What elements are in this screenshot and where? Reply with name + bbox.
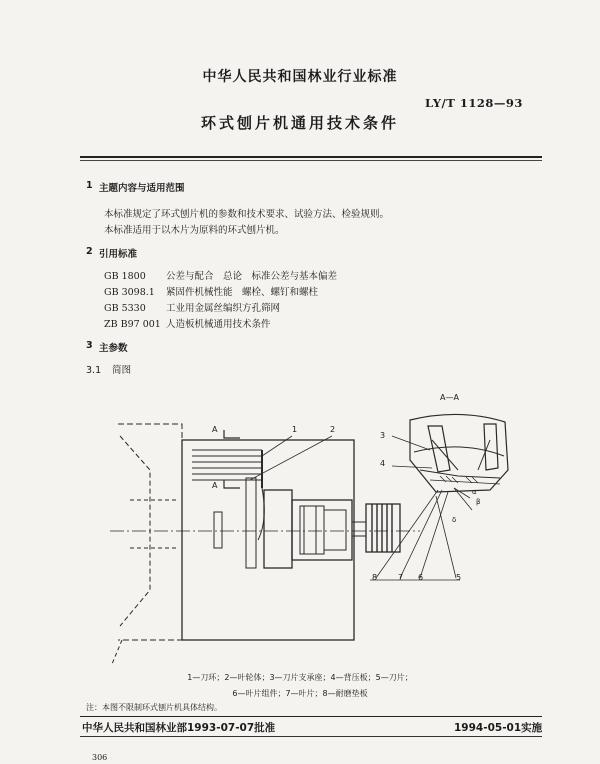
reference-title: 公差与配合 总论 标准公差与基本偏差 xyxy=(166,271,338,282)
subsection-number: 3.1 xyxy=(86,365,102,376)
issuing-body: 中华人民共和国林业行业标准 xyxy=(202,69,398,85)
callout-2: 2 xyxy=(330,425,336,434)
callout-1: 1 xyxy=(292,425,298,434)
approval-line: 中华人民共和国林业部1993-07-07批准 xyxy=(82,722,276,734)
page-number: 306 xyxy=(92,753,108,762)
section-1-line-2: 本标准适用于以木片为原料的环式刨片机。 xyxy=(104,225,285,236)
angle-delta: δ xyxy=(452,516,457,524)
figure-caption-line-2: 6—叶片组件；7—叶片；8—耐磨垫板 xyxy=(232,689,368,698)
bearing-housing xyxy=(264,490,292,568)
reference-code: GB 3098.1 xyxy=(104,287,155,298)
effective-date: 1994-05-01实施 xyxy=(454,722,543,734)
section-title: 引用标准 xyxy=(99,249,138,260)
angle-beta: β xyxy=(476,498,481,506)
document-title: 环式刨片机通用技术条件 xyxy=(200,114,399,132)
impeller xyxy=(192,450,264,540)
callout-5: 5 xyxy=(456,573,462,582)
section-cut-label-top: A xyxy=(212,425,218,434)
callout-7: 7 xyxy=(398,573,404,582)
callout-6: 6 xyxy=(418,573,424,582)
subsection-title: 简图 xyxy=(112,365,132,376)
reference-title: 紧固件机械性能 螺栓、螺钉和螺柱 xyxy=(166,287,319,298)
section-number: 2 xyxy=(86,246,93,257)
reference-code: ZB B97 001 xyxy=(104,319,161,330)
knife-ring-arc xyxy=(414,447,504,456)
section-number: 3 xyxy=(86,340,93,351)
footer-rule-bottom xyxy=(80,736,542,737)
section-title: 主参数 xyxy=(99,343,128,354)
knife-assembly-left xyxy=(428,426,458,472)
callout-3: 3 xyxy=(380,431,386,440)
section-aa-label: A—A xyxy=(440,393,459,402)
knife-assembly-right xyxy=(478,424,498,470)
section-1-line-1: 本标准规定了环式刨片机的参数和技术要求、试验方法、检验规则。 xyxy=(104,209,390,220)
section-cut-mark-top xyxy=(224,430,240,438)
callout-8: 8 xyxy=(372,573,378,582)
bearing-seat xyxy=(292,500,352,560)
pulley-grooves xyxy=(372,504,392,552)
section-number: 1 xyxy=(86,180,93,191)
section-aa-outline xyxy=(410,414,508,492)
footer-rule xyxy=(80,716,542,717)
section-cut-label-bottom: A xyxy=(212,481,218,490)
drive-pulley xyxy=(366,504,400,552)
section-cut-mark-bottom xyxy=(224,480,240,488)
figure-caption-line-1: 1—刀环；2—叶轮体；3—刀片支承座；4—背压板；5—刀片； xyxy=(187,673,413,682)
reference-title: 工业用金属丝编织方孔筛网 xyxy=(166,303,281,314)
reference-code: GB 1800 xyxy=(104,271,146,282)
callout-4: 4 xyxy=(380,459,386,468)
figure-note: 注：本图不限制环式刨片机具体结构。 xyxy=(86,703,222,712)
reference-title: 人造板机械通用技术条件 xyxy=(166,319,271,330)
standard-number: LY/T 1128—93 xyxy=(425,96,523,110)
reference-code: GB 5330 xyxy=(104,303,146,314)
section-title: 主题内容与适用范围 xyxy=(99,183,185,194)
angle-alpha: α xyxy=(472,488,477,496)
